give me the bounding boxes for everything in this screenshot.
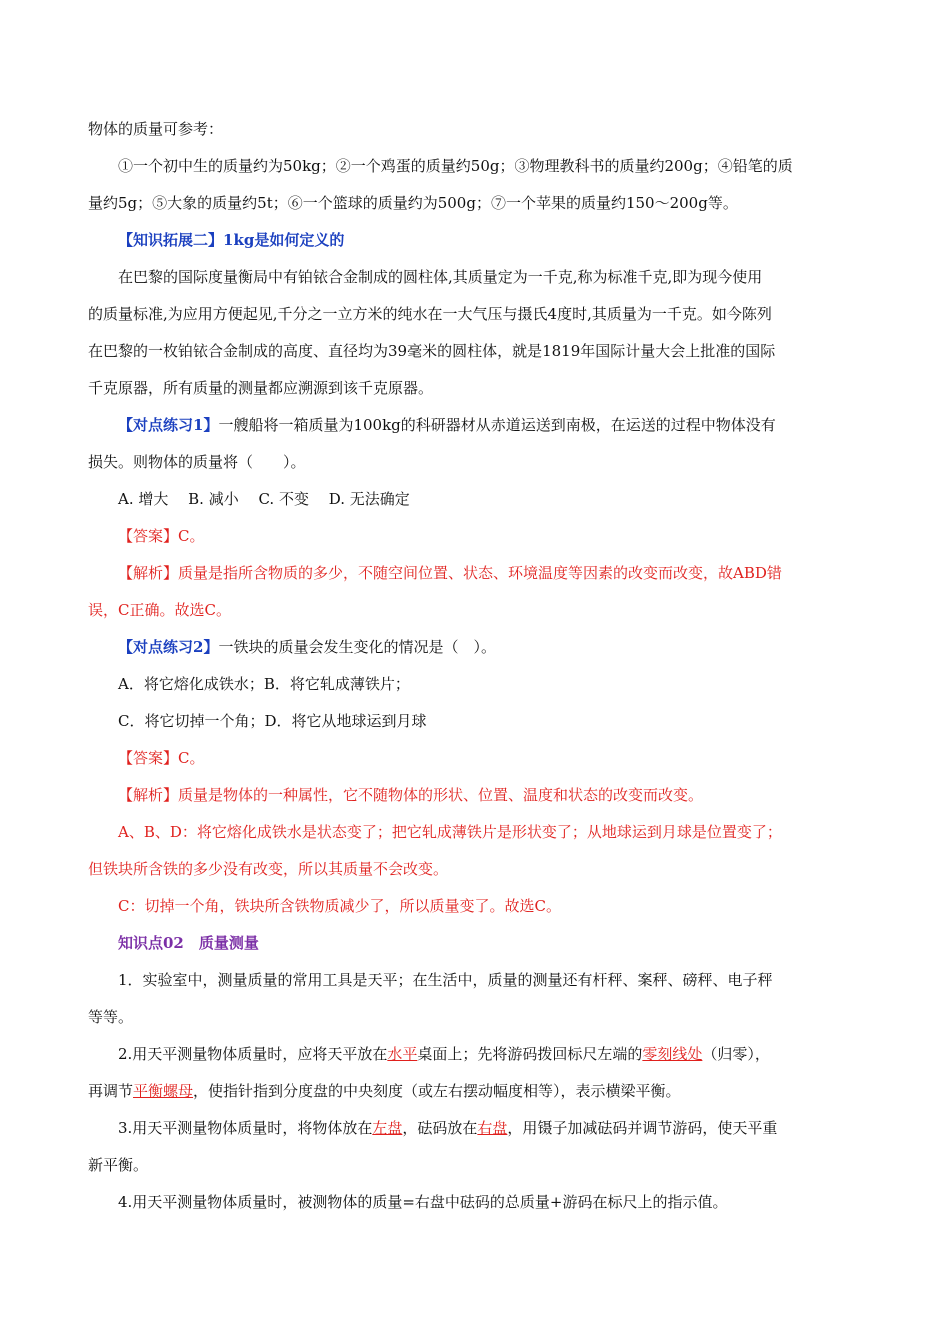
paragraph-kg-definition (118, 267, 762, 287)
paragraph-reference-intro (88, 119, 223, 139)
text: 2.用天平测量物体质量时，应将天平放在 (118, 1045, 388, 1063)
exercise-2-analysis-c (118, 896, 561, 916)
text: 损失。则物体的质量将（ ）。 (88, 453, 306, 471)
text: 3.用天平测量物体质量时，将物体放在 (118, 1119, 373, 1137)
point-2-cont (88, 1081, 681, 1101)
text: ，砝码放在 (402, 1119, 478, 1137)
point-4 (118, 1192, 727, 1212)
keyword-underlined: 平衡螺母 (133, 1082, 194, 1100)
heading-knowledge-point-02 (118, 933, 259, 953)
text: 再调节 (88, 1082, 134, 1100)
heading-knowledge-extension-2 (118, 230, 344, 250)
point-2 (118, 1044, 770, 1064)
text: A．将它熔化成铁水；B．将它轧成薄铁片； (118, 675, 410, 693)
point-3-cont (88, 1155, 148, 1175)
text: 一铁块的质量会发生变化的情况是（ ）。 (218, 638, 496, 656)
exercise-2-options-cd (118, 711, 427, 731)
paragraph-kg-definition-cont (88, 304, 772, 324)
text: 等等。 (88, 1008, 134, 1026)
exercise-2-analysis (118, 785, 703, 805)
text: 4.用天平测量物体质量时，被测物体的质量=右盘中砝码的总质量+游码在标尺上的指示值。 (118, 1193, 728, 1211)
text: A. 增大 B. 减小 C. 不变 D. 无法确定 (118, 490, 410, 508)
paragraph-kg-definition-cont (88, 341, 775, 361)
text: 质量是物体的一种属性，它不随物体的形状、位置、温度和状态的改变而改变。 (178, 786, 704, 804)
text: 【答案】C。 (118, 527, 205, 545)
text: ，用镊子加减砝码并调节游码，使天平重 (507, 1119, 778, 1137)
exercise-1-answer (118, 526, 204, 546)
text: 桌面上；先将游码拨回标尺左端的 (417, 1045, 643, 1063)
text: C：切掉一个角，铁块所含铁物质减少了，所以质量变了。故选C。 (118, 897, 561, 915)
analysis-tag: 【解析】 (118, 564, 179, 582)
exercise-1-question-cont (88, 452, 306, 472)
exercise-1-analysis (118, 563, 782, 583)
paragraph-reference-list-cont (88, 193, 738, 213)
tag: 【知识拓展二】 (118, 231, 224, 249)
text: C．将它切掉一个角；D．将它从地球运到月球 (118, 712, 427, 730)
keyword-underlined: 左盘 (372, 1119, 403, 1137)
point-1 (118, 970, 773, 990)
text: ①一个初中生的质量约为50kg；②一个鸡蛋的质量约50g；③物理教科书的质量约200g；④铅笔的质 (118, 157, 793, 175)
text: 误，C正确。故选C。 (88, 601, 231, 619)
heading-text: 1kg是如何定义的 (223, 231, 345, 249)
text: A、B、D：将它熔化成铁水是状态变了；把它轧成薄铁片是形状变了；从地球运到月球是位置变了； (118, 823, 782, 841)
exercise-1-options (118, 489, 410, 509)
exercise-2-analysis-abd-cont (88, 859, 448, 879)
exercise-1-question (118, 415, 776, 435)
exercise-tag: 【对点练习2】 (118, 638, 219, 656)
paragraph-reference-list (118, 156, 793, 176)
text: ，使指针指到分度盘的中央刻度（或左右摆动幅度相等），表示横梁平衡。 (193, 1082, 681, 1100)
text: 质量是指所含物质的多少，不随空间位置、状态、环境温度等因素的改变而改变，故ABD错 (178, 564, 782, 582)
text: 【答案】C。 (118, 749, 205, 767)
point-1-cont (88, 1007, 133, 1027)
text: 但铁块所含铁的多少没有改变，所以其质量不会改变。 (88, 860, 449, 878)
text: 在巴黎的一枚铂铱合金制成的高度、直径均为39毫米的圆柱体，就是1819年国际计量大会上批准的国际 (88, 342, 776, 360)
text: 的质量标准,为应用方便起见,千分之一立方米的纯水在一大气压与摄氏4度时,其质量为一千克。如今陈列 (88, 305, 772, 323)
text: 新平衡。 (88, 1156, 149, 1174)
text: 1．实验室中，测量质量的常用工具是天平；在生活中，质量的测量还有杆秤、案秤、磅秤、电子秤 (118, 971, 773, 989)
text: 在巴黎的国际度量衡局中有铂铱合金制成的圆柱体,其质量定为一千克,称为标准千克,即为现今使用 (118, 268, 763, 286)
exercise-2-analysis-abd (118, 822, 782, 842)
paragraph-kg-definition-cont (88, 378, 433, 398)
exercise-1-analysis-cont (88, 600, 231, 620)
point-3 (118, 1118, 777, 1138)
exercise-2-answer (118, 748, 204, 768)
text: 一艘船将一箱质量为100kg的科研器材从赤道运送到南极，在运送的过程中物体没有 (218, 416, 776, 434)
text: 千克原器，所有质量的测量都应溯源到该千克原器。 (88, 379, 434, 397)
text: 量约5g；⑤大象的质量约5t；⑥一个篮球的质量约为500g；⑦一个苹果的质量约150～200g等。 (88, 194, 738, 212)
text: 物体的质量可参考： (88, 120, 224, 138)
keyword-underlined: 右盘 (477, 1119, 508, 1137)
heading-text: 知识点02 质量测量 (118, 934, 259, 952)
exercise-2-question (118, 637, 496, 657)
keyword-underlined: 水平 (387, 1045, 418, 1063)
analysis-tag: 【解析】 (118, 786, 179, 804)
exercise-tag: 【对点练习1】 (118, 416, 219, 434)
exercise-2-options-ab (118, 674, 410, 694)
keyword-underlined: 零刻线处 (642, 1045, 703, 1063)
text: （归零）， (702, 1045, 770, 1063)
